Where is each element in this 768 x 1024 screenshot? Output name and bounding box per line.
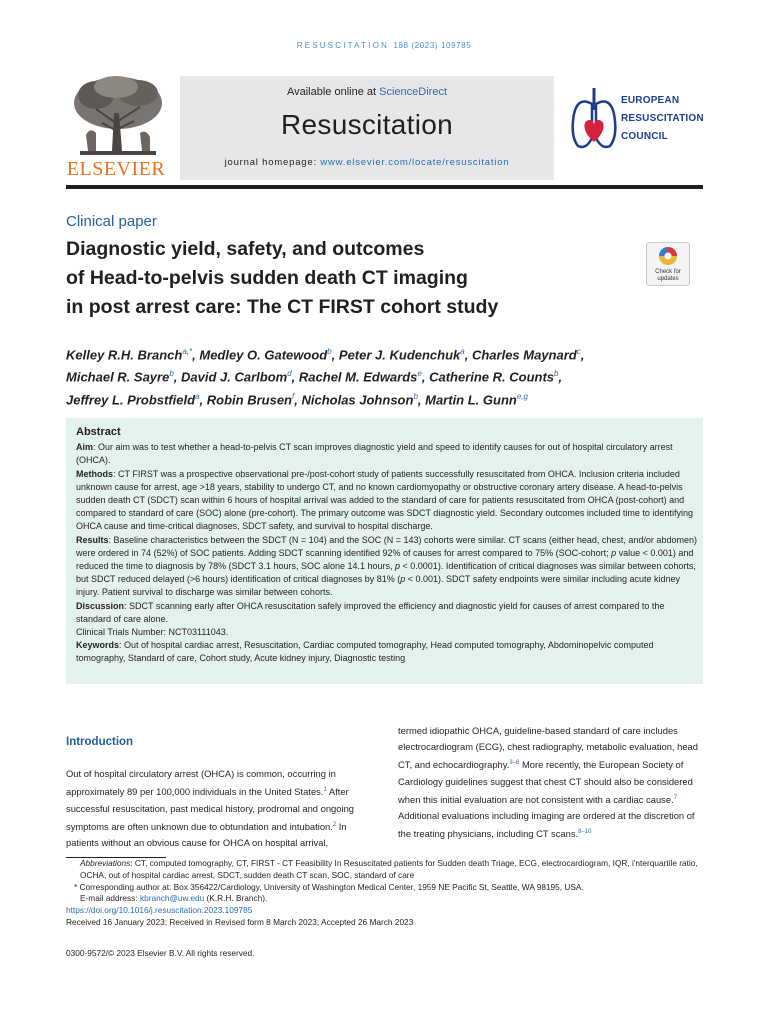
intro-text: termed idiopathic OHCA, guideline-based standard of care includes electrocardiogram (ECG), chest radiography, metabolic evaluation, head CT, and echocardiography. bbox=[398, 725, 698, 771]
elsevier-tree-icon bbox=[66, 73, 166, 161]
email-line bbox=[66, 893, 706, 905]
email-link[interactable]: kbranch@uw.edu bbox=[139, 893, 205, 904]
author-affiliation[interactable]: b bbox=[554, 369, 559, 379]
check-updates-line-2: updates bbox=[657, 276, 679, 282]
author-affiliation[interactable]: a bbox=[460, 347, 465, 356]
author-name[interactable]: Peter J. Kudenchuk bbox=[338, 347, 461, 363]
abbreviations-label: Abbreviations bbox=[80, 858, 131, 868]
abstract-discussion bbox=[76, 600, 698, 626]
aim-text: : Our aim was to test whether a head-to-pelvis CT scan improves diagnostic yield and speed to identify causes for out of hospital circulatory arrest (OHCA). bbox=[76, 442, 673, 466]
introduction-heading: Introduction bbox=[66, 736, 134, 748]
intro-right-column bbox=[398, 723, 708, 843]
author-name[interactable]: Medley O. Gatewood bbox=[199, 347, 328, 363]
running-head-volume: 188 (2023) 109785 bbox=[393, 41, 472, 50]
abstract-content bbox=[76, 426, 698, 666]
author-affiliation[interactable]: f bbox=[292, 391, 295, 401]
elsevier-logo[interactable] bbox=[66, 73, 166, 185]
erc-logo[interactable] bbox=[568, 80, 718, 164]
author-name[interactable]: Rachel M. Edwards bbox=[298, 369, 418, 385]
author-affiliation[interactable]: e bbox=[417, 369, 422, 379]
abstract-methods bbox=[76, 468, 698, 534]
available-online bbox=[180, 86, 554, 98]
check-updates-line-1: Check for bbox=[655, 269, 681, 275]
intro-text: Out of hospital circulatory arrest (OHCA) is common, occurring in approximately 89 per 100,000 individuals in the United States. bbox=[66, 768, 336, 798]
discussion-label: Discussion bbox=[76, 600, 125, 611]
reference-link[interactable]: 2 bbox=[332, 821, 337, 828]
author-name[interactable]: Martin L. Gunn bbox=[425, 391, 517, 407]
methods-label: Methods bbox=[76, 468, 113, 479]
abstract-aim bbox=[76, 441, 698, 467]
corresponding-author: * Corresponding author at: Box 356422/Cardiology, University of Washington Medical Center, 1959 NE Pacific St, Seattle, WA 98195, USA. bbox=[74, 881, 584, 892]
abbreviations bbox=[66, 858, 706, 882]
available-prefix: Available online at bbox=[286, 86, 380, 98]
results-text: < 0.0001). Identification of critical diagnoses was similar between cohorts, but SDCT reduced delayed (>6 hours) identification of critical diagnoses by 81% ( bbox=[76, 561, 696, 585]
intro-left-column bbox=[66, 766, 374, 851]
article-title bbox=[66, 235, 626, 322]
intro-text: After successful resuscitation, past medical history, prodromal and ongoing symptoms are often unknown due to obtundation and intubation. bbox=[66, 786, 354, 832]
author-name[interactable]: Nicholas Johnson bbox=[301, 391, 414, 407]
author-affiliation[interactable]: e,g bbox=[516, 391, 528, 401]
reference-link[interactable]: 8–10 bbox=[578, 829, 592, 836]
doi-line bbox=[66, 905, 706, 917]
author-name[interactable]: Kelley R.H. Branch bbox=[66, 347, 183, 363]
email-suffix: (K.R.H. Branch). bbox=[204, 893, 268, 904]
email-label: E-mail address: bbox=[80, 893, 140, 904]
reference-link[interactable]: 1 bbox=[323, 787, 327, 794]
erc-line-2: RESUSCITATION bbox=[621, 113, 704, 124]
intro-text: More recently, the European Society of Cardiology guidelines suggest that chest CT should also be considered when this initial evaluation are not consistent with a cardiac cause. bbox=[398, 759, 693, 806]
author-list: Kelley R.H. Branch$^{a,*}$, Medley O. Gatewood$^b$, Peter J. Kudenchuk$^a$, Charles Maynard$^c$, Michael R. Sayre$^b$, David J. Carlbom$^d$, Rachel M. Edwards$^e$, Catherine R. Counts$^b$, Jeffrey L. Probstfield$^a$, Robin Brusen$^f$, Nicholas Johnson$^b$, Martin L. Gunn$^{e,g}$ bbox=[66, 347, 585, 407]
homepage-link[interactable]: www.elsevier.com/locate/resuscitation bbox=[320, 157, 510, 168]
p-symbol: p bbox=[611, 547, 617, 558]
homepage-label: journal homepage: bbox=[224, 157, 321, 168]
clinical-trial-number: Clinical Trials Number: NCT03111043. bbox=[76, 627, 229, 638]
aim-label: Aim bbox=[76, 442, 94, 453]
author-affiliation[interactable]: b bbox=[413, 391, 418, 401]
p-symbol: p bbox=[395, 561, 401, 572]
intro-text: In patients without an obvious cause for OHCA on hospital arrival, bbox=[66, 820, 347, 849]
keywords-label: Keywords bbox=[76, 640, 120, 651]
results-text: : Baseline characteristics between the SDCT (N = 104) and the SOC (N = 143) cohorts were similar. CT scans (either head, chest, and/or abdomen) were ordered in 74 (52%) of SOC patients. Adding SDCT scanning identified 92% of causes for arrest compared to 75% (SOC-cohort; bbox=[76, 534, 697, 558]
article-title-line: of Head-to-pelvis sudden death CT imaging bbox=[66, 267, 468, 289]
keywords-text: : Out of hospital cardiac arrest, Resuscitation, Cardiac computed tomography, Head computed tomography, Abdominopelvic computed tomography, Standard of care, Cohort study, Acute kidney injury, Diagnostic testing bbox=[76, 640, 654, 664]
discussion-text: : SDCT scanning early after OHCA resuscitation safely improved the efficiency and diagnostic yield for causes of arrest compared to the standard of care alone. bbox=[76, 600, 665, 624]
author-affiliation[interactable]: b bbox=[169, 369, 174, 379]
erc-line-3: COUNCIL bbox=[621, 131, 668, 142]
running-head bbox=[0, 41, 768, 50]
author-name[interactable]: Robin Brusen bbox=[206, 391, 292, 407]
author-name[interactable]: Catherine R. Counts bbox=[429, 369, 555, 385]
article-type: Clinical paper bbox=[66, 213, 157, 230]
author-name[interactable]: Charles Maynard bbox=[471, 347, 577, 363]
publisher-name: ELSEVIER bbox=[66, 158, 166, 180]
doi-link[interactable]: https://doi.org/10.1016/j.resuscitation.2023.109785 bbox=[66, 905, 253, 916]
erc-line-1: EUROPEAN bbox=[621, 95, 680, 106]
lungs-heart-icon bbox=[568, 80, 620, 164]
reference-link[interactable]: 7 bbox=[673, 794, 678, 801]
article-title-line: Diagnostic yield, safety, and outcomes bbox=[66, 238, 425, 260]
erc-name bbox=[621, 92, 704, 146]
sciencedirect-link[interactable]: ScienceDirect bbox=[379, 86, 447, 98]
masthead-rule bbox=[66, 185, 703, 189]
received-dates: Received 16 January 2023; Received in Revised form 8 March 2023; Accepted 26 March 2023 bbox=[66, 916, 414, 927]
article-title-line: in post arrest care: The CT FIRST cohort study bbox=[66, 296, 499, 318]
journal-homepage bbox=[180, 157, 554, 168]
copyright: 0300-9572/© 2023 Elsevier B.V. All rights reserved. bbox=[66, 948, 255, 958]
results-text: < 0.001). SDCT safety endpoints were similar including acute kidney injury. Patient survival to discharge was similar between cohorts. bbox=[76, 574, 681, 598]
author-name[interactable]: David J. Carlbom bbox=[181, 369, 288, 385]
check-for-updates-button[interactable] bbox=[646, 242, 690, 286]
author-affiliation[interactable]: a bbox=[195, 391, 200, 401]
journal-title: Resuscitation bbox=[281, 109, 453, 140]
check-updates-icon bbox=[646, 242, 690, 286]
author-affiliation[interactable]: d bbox=[287, 369, 292, 379]
author-name[interactable]: Jeffrey L. Probstfield bbox=[66, 391, 196, 407]
abbreviations-text: : CT, computed tomography, CT, FIRST - CT Feasibility In Resuscitated patients for Sudden death Triage, ECG, electrocardiogram, IQR, i'nterquartile ratio, OCHA, out of hospital cardiac arrest, SDCT, sudden death CT scan, SOC, standard of care bbox=[80, 858, 698, 880]
results-text: value < 0.001) and reduced the time to diagnosis by 78% (SDCT 3.1 hours, SOC alone 14.1 hours, bbox=[76, 547, 694, 572]
abstract-keywords bbox=[76, 639, 698, 665]
abstract-box bbox=[66, 418, 703, 684]
running-head-journal: RESUSCITATION bbox=[296, 41, 390, 50]
masthead bbox=[180, 76, 554, 180]
results-label: Results bbox=[76, 534, 109, 545]
reference-link[interactable]: 3–6 bbox=[509, 760, 520, 767]
intro-text: Additional evaluations including imaging are ordered at the discretion of the treating physicians, including CT scans. bbox=[398, 810, 695, 840]
methods-text: : CT FIRST was a prospective observational pre-/post-cohort study of patients successfully resuscitated from OHCA. Inclusion criteria included unknown cause for arrest, age >18 years, stability to undergo CT, and no known cardiomyopathy or obstructive coronary artery disease. A head-to-pelvis sudden death CT (SDCT) scan within 6 hours of hospital arrival was added to the standard of care for patients resuscitated from OHCA (post-cohort) and compared to standard of care (SOC) alone (pre-cohort). The primary outcome was SDCT diagnostic yield. Secondary outcomes included time to identifying OHCA cause and time-critical diagnoses, SDCT safety, and survival to hospital discharge. bbox=[76, 468, 693, 532]
author-affiliation[interactable]: c bbox=[576, 347, 581, 356]
author-affiliation[interactable]: a,* bbox=[182, 347, 193, 356]
author-affiliation[interactable]: b bbox=[327, 347, 332, 356]
footnotes bbox=[66, 858, 706, 929]
abstract-heading: Abstract bbox=[76, 426, 121, 438]
abstract-results bbox=[76, 534, 698, 600]
p-symbol: p bbox=[400, 574, 406, 585]
author-name[interactable]: Michael R. Sayre bbox=[66, 369, 170, 385]
